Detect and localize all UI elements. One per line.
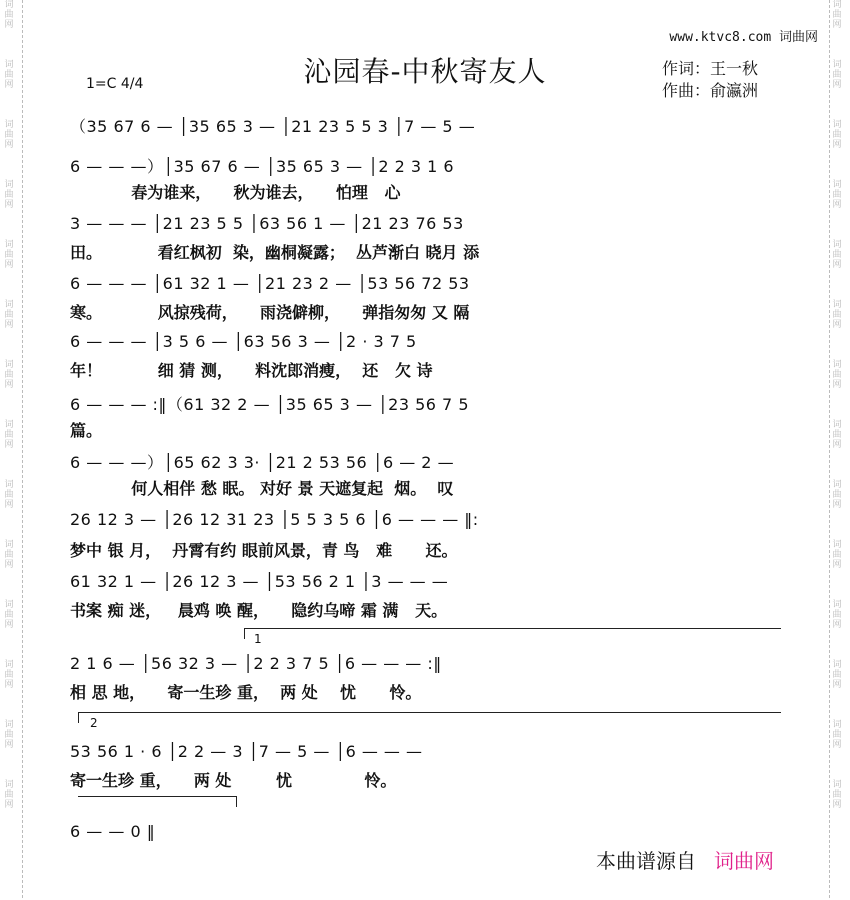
lyrics: 相 思 地， 寄一生珍 重， 两 处 忧 怜。 <box>70 683 422 702</box>
source-prefix: 本曲谱源自 <box>596 849 696 873</box>
notes: 2 1 6 — │56 32 3 — │2 2 3 7 5 │6 — — — :‖ <box>70 654 442 673</box>
score-line <box>70 110 790 140</box>
watermark-right: 词曲网 词曲网 词曲网 词曲网 词曲网 词曲网 词曲网 词曲网 词曲网 词曲网 词曲网 词曲网 词曲网 词曲网 <box>832 0 842 810</box>
notes: 3 — — — │21 23 5 5 │63 56 1 — │21 23 76 53 <box>70 214 464 233</box>
notes: 6 — — — :‖（61 32 2 — │35 65 3 — │23 56 7 5 <box>70 395 470 414</box>
score-line <box>70 506 790 536</box>
volta-1-number: 1 <box>254 632 262 646</box>
score-line <box>70 328 790 358</box>
source-brand-link[interactable]: 词曲网 <box>714 849 774 873</box>
volta-2-end-bracket <box>78 796 237 807</box>
watermark-left: 词曲网 词曲网 词曲网 词曲网 词曲网 词曲网 词曲网 词曲网 词曲网 词曲网 词曲网 词曲网 词曲网 词曲网 <box>4 0 14 810</box>
score-line <box>70 150 790 180</box>
lyrics: 田。 看红枫初 染，幽桐凝露； 丛芦渐白 晓月 添 <box>70 243 480 262</box>
source-note <box>596 845 774 874</box>
notes: 6 — — — │3 5 6 — │63 56 3 — │2 · 3 7 5 <box>70 332 417 351</box>
score-line <box>70 738 790 768</box>
lyrics: 春为谁来， 秋为谁去， 怕理 心 <box>70 183 401 202</box>
volta-1-bracket <box>244 628 781 639</box>
score-line <box>70 650 790 680</box>
credits <box>662 58 758 102</box>
notes: 6 — — —）│35 67 6 — │35 65 3 — │2 2 3 1 6 <box>70 157 455 176</box>
lyrics: 何人相伴 愁 眠。 对好 景 天遮复起 烟。 叹 <box>70 479 454 498</box>
notes: 6 — — 0 ‖ <box>70 822 156 841</box>
notes: 6 — — —）│65 62 3 3· │21 2 53 56 │6 — 2 — <box>70 453 455 472</box>
lyricist: 作词：王一秋 <box>662 59 759 78</box>
notes: （35 67 6 — │35 65 3 — │21 23 5 5 3 │7 — 5 — <box>70 117 476 136</box>
score-line <box>70 446 790 476</box>
score-line <box>70 818 790 848</box>
score-line <box>70 568 790 598</box>
notes: 6 — — — │61 32 1 — │21 23 2 — │53 56 72 53 <box>70 274 470 293</box>
song-title: 沁园春-中秋寄友人 <box>303 55 547 88</box>
notes: 26 12 3 — │26 12 31 23 │5 5 3 5 6 │6 — — — ‖: <box>70 510 479 529</box>
volta-2-number: 2 <box>90 716 98 730</box>
score-line <box>70 210 790 240</box>
lyrics: 寄一生珍 重， 两 处 忧 怜。 <box>70 771 397 790</box>
lyrics: 梦中 银 月， 丹霄有约 眼前风景，青 鸟 难 还。 <box>70 541 458 560</box>
volta-2-bracket <box>78 712 781 723</box>
composer: 作曲：俞瀛洲 <box>662 81 759 100</box>
score-line <box>70 270 790 300</box>
lyrics: 年！ 细 猜 测， 料沈郎消瘦， 还 欠 诗 <box>70 361 433 380</box>
score-line <box>70 388 790 418</box>
site-url[interactable]: www.ktvc8.com 词曲网 <box>669 30 818 45</box>
notes: 61 32 1 — │26 12 3 — │53 56 2 1 │3 — — — <box>70 572 449 591</box>
lyrics: 寒。 风掠残荷， 雨浇僻柳， 弹指匆匆 又 隔 <box>70 303 470 322</box>
lyrics: 篇。 <box>70 421 103 440</box>
key-signature: 1=C 4/4 <box>86 76 144 92</box>
lyrics: 书案 痴 迷， 晨鸡 唤 醒， 隐约乌啼 霜 满 天。 <box>70 601 448 620</box>
notes: 53 56 1 · 6 │2 2 — 3 │7 — 5 — │6 — — — <box>70 742 423 761</box>
